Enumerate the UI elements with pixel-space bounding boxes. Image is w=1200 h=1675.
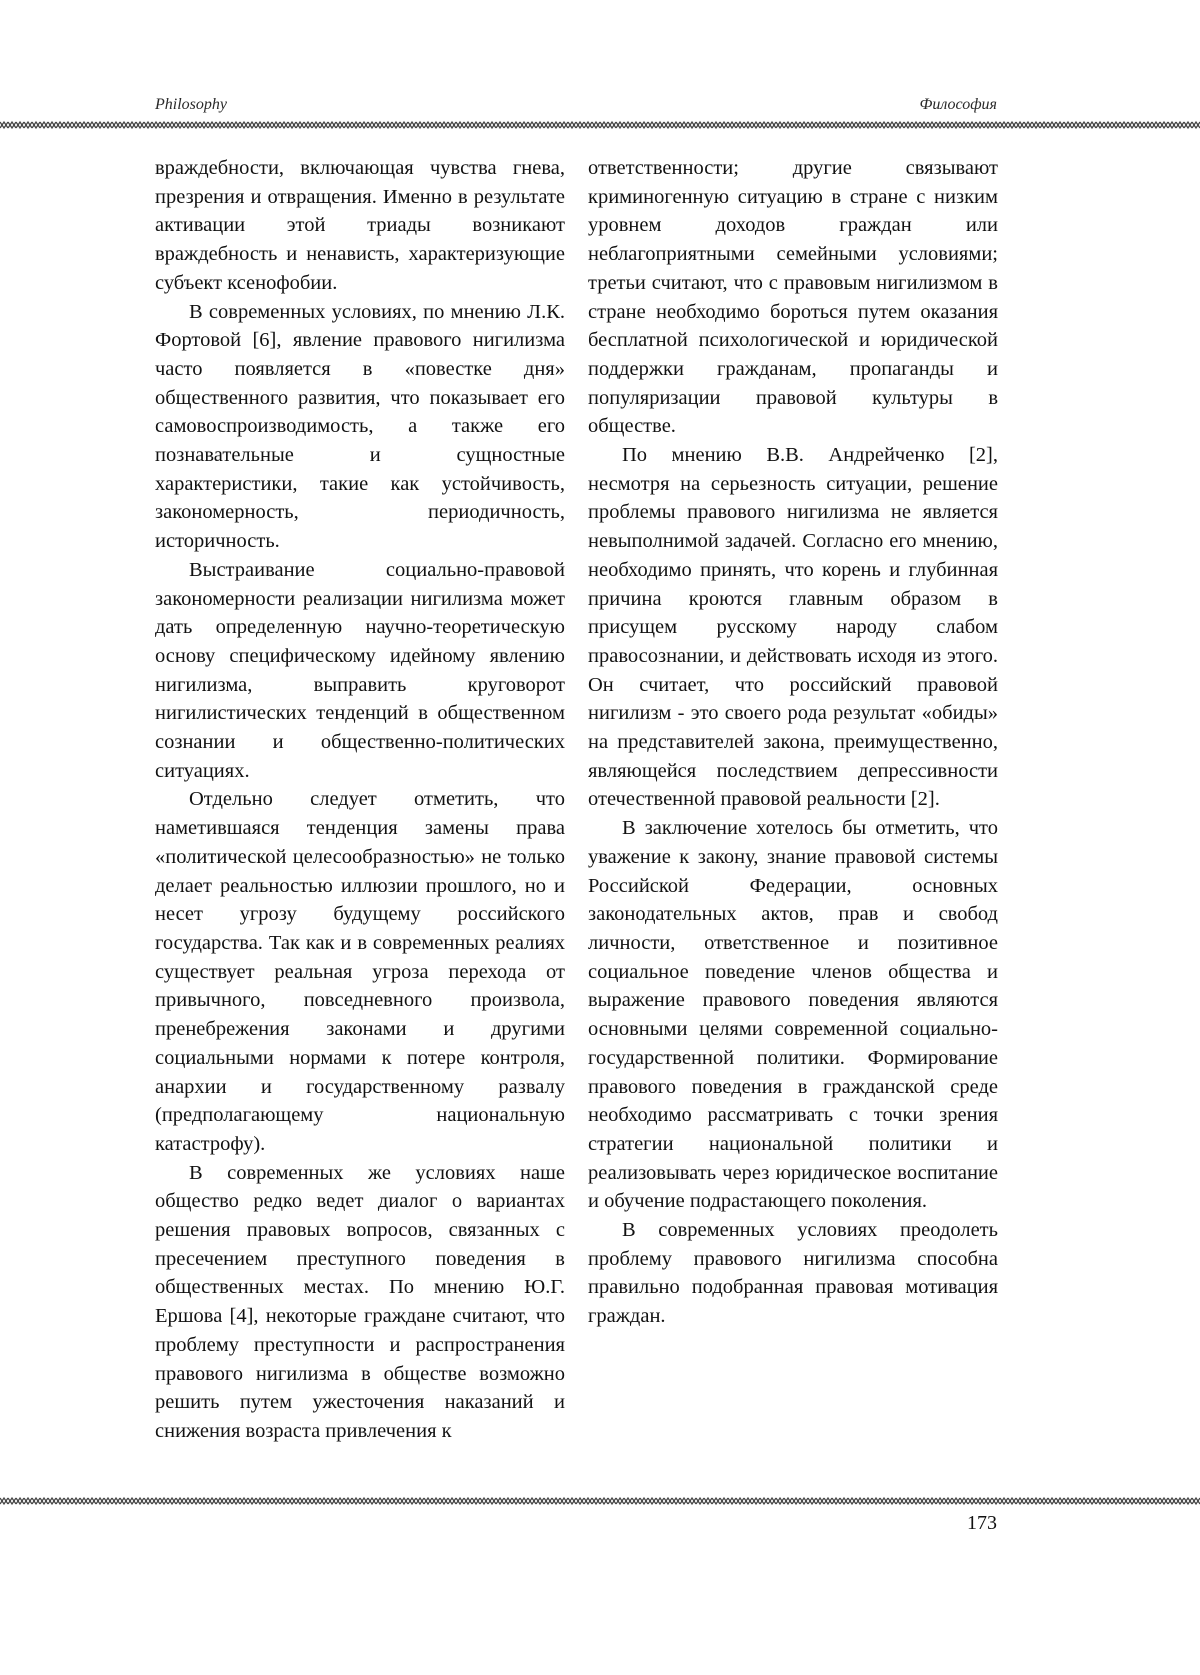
header-ornament-rule xyxy=(0,120,1200,130)
running-header xyxy=(155,96,997,120)
header-journal-section-en: Philosophy xyxy=(155,96,227,113)
paragraph: Выстраивание социально-правовой закономерности реализации нигилизма может дать определенную научно-теоретическую основу специфическому идейному явлению нигилизма, выправить круговорот нигилистических тенденций в общественном сознании и общественно-политических ситуациях. xyxy=(155,558,565,782)
paragraph: Отдельно следует отметить, что наметившаяся тенденция замены права «политической целесообразностью» не только делает реальностью иллюзии прошлого, но и несет угрозу будущему российского государства. Так как и в современных реалиях существует реальная угроза перехода от привычного, повседневного произвола, пренебрежения законами и другими социальными нормами к потере контроля, анархии и государственному развалу (предполагающему национальную катастрофу). xyxy=(155,788,565,1155)
page-number: 173 xyxy=(967,1512,997,1534)
article-body xyxy=(155,154,998,1446)
paragraph: В современных же условиях наше общество редко ведет диалог о вариантах решения правовых вопросов, связанных с пресечением преступного поведения в общественных местах. По мнению Ю.Г. Ершова [4], некоторые граждане считают, что проблему преступности и распространения правового нигилизма в обществе возможно решить путем ужесточения наказаний и снижения возраста привлечения к xyxy=(155,1161,565,1442)
paragraph: враждебности, включающая чувства гнева, презрения и отвращения. Именно в результате активации этой триады возникают враждебность и ненависть, характеризующие субъект ксенофобии. xyxy=(155,157,565,294)
left-column xyxy=(155,154,565,1446)
paragraph: В современных условиях преодолеть проблему правового нигилизма способна правильно подобранная правовая мотивация граждан. xyxy=(588,1219,998,1328)
header-journal-section-ru: Философия xyxy=(919,96,997,113)
footer-ornament-rule xyxy=(0,1496,1200,1506)
paragraph: В заключение хотелось бы отметить, что уважение к закону, знание правовой системы Российской Федерации, основных законодательных актов, прав и свобод личности, ответственное и позитивное социальное поведение членов общества и выражение правового поведения являются основными целями современной социально-государственной политики. Формирование правового поведения в гражданской среде необходимо рассматривать с точки зрения стратегии национальной политики и реализовывать через юридическое воспитание и обучение подрастающего поколения. xyxy=(588,817,998,1213)
paragraph: По мнению В.В. Андрейченко [2], несмотря на серьезность ситуации, решение проблемы правового нигилизма не является невыполнимой задачей. Согласно его мнению, необходимо принять, что корень и глубинная причина кроются главным образом в присущем русскому народу слабом правосознании, и действовать исходя из этого. Он считает, что российский правовой нигилизм - это своего рода результат «обиды» на представителей закона, преимущественно, являющейся последствием депрессивности отечественной правовой реальности [2]. xyxy=(588,444,998,811)
paragraph: ответственности; другие связывают криминогенную ситуацию в стране с низким уровнем доходов граждан или неблагоприятными семейными условиями; третьи считают, что с правовым нигилизмом в стране необходимо бороться путем оказания бесплатной психологической и юридической поддержки гражданам, пропаганды и популяризации правовой культуры в обществе. xyxy=(588,157,998,438)
paragraph: В современных условиях, по мнению Л.К. Фортовой [6], явление правового нигилизма часто появляется в «повестке дня» общественного развития, что показывает его самовоспроизводимость, а также его познавательные и сущностные характеристики, такие как устойчивость, закономерность, периодичность, историчность. xyxy=(155,300,565,553)
right-column xyxy=(588,154,998,1446)
